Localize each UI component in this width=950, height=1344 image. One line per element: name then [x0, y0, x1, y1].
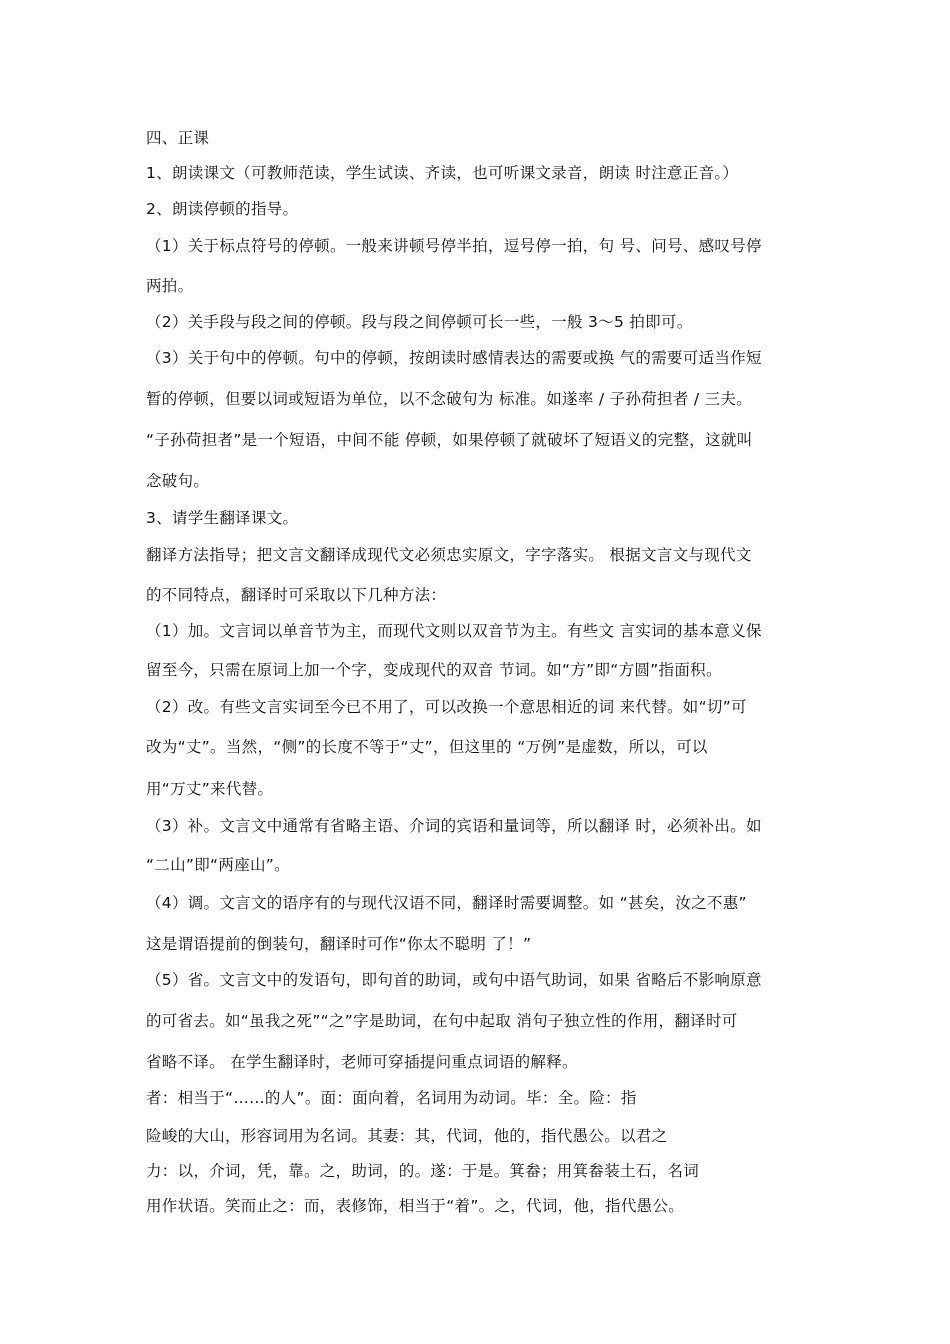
text-line: （4）调。文言文的语序有的与现代汉语不同，翻译时需要调整。如 “甚矣，汝之不惠”: [146, 894, 747, 912]
text-line: “二山”即“两座山”。: [146, 856, 290, 874]
text-line: （5）省。文言文中的发语句，即句首的助词，或句中语气助词，如果 省略后不影响原意: [146, 971, 762, 989]
text-line: 念破句。: [146, 472, 210, 490]
text-line: 留至今，只需在原词上加一个字，变成现代的双音 节词。如“方”即“方圆”指面积。: [146, 661, 722, 679]
text-line: （2）关手段与段之间的停顿。段与段之间停顿可长一些，一般 3～5 拍即可。: [146, 313, 693, 331]
text-line: 改为“丈”。当然，“侧”的长度不等于“丈”，但这里的 “万例”是虚数，所以，可以: [146, 738, 708, 756]
text-line: 这是谓语提前的倒装句，翻译时可作“你太不聪明 了！”: [146, 935, 532, 953]
text-line: 省略不译。 在学生翻译时，老师可穿插提问重点词语的解释。: [146, 1053, 578, 1071]
text-line: 翻译方法指导；把文言文翻译成现代文必须忠实原文，字字落实。 根据文言文与现代文: [146, 546, 752, 564]
text-line: 的不同特点，翻译时可采取以下几种方法：: [146, 586, 447, 604]
text-line: 用“万丈”来代替。: [146, 780, 274, 798]
text-line: （2）改。有些文言实词至今已不用了，可以改换一个意思相近的词 来代替。如“切”可: [146, 698, 747, 716]
text-line: 两拍。: [146, 277, 194, 295]
text-line: （3）关于句中的停顿。句中的停顿，按朗读时感情表达的需要或换 气的需要可适当作短: [146, 349, 762, 367]
text-line: 暂的停顿，但要以词或短语为单位，以不念破句为 标准。如遂率 / 子孙荷担者 / 三夫。: [146, 390, 752, 408]
text-line: （1）关于标点符号的停顿。一般来讲顿号停半拍，逗号停一拍，句 号、问号、感叹号停: [146, 237, 762, 255]
text-line: 险峻的大山，形容词用为名词。其妻：其，代词，他的，指代愚公。以君之: [146, 1127, 668, 1145]
text-line: 力：以，介词，凭，靠。之，助词，的。遂：于是。箕畚；用箕畚装土石，名词: [146, 1162, 700, 1180]
text-line: 2、朗读停顿的指导。: [146, 200, 299, 218]
text-line: 用作状语。笑而止之：而，表修饰，相当于“着”。之，代词，他，指代愚公。: [146, 1197, 685, 1215]
text-line: （1）加。文言词以单音节为主，而现代文则以双音节为主。有些文 言实词的基本意义保: [146, 622, 762, 640]
section-heading: 四、正课: [146, 129, 210, 147]
text-line: 1、朗读课文（可教师范读，学生试读、齐读，也可听课文录音，朗读 时注意正音。）: [146, 164, 739, 182]
text-line: 的可省去。如“虽我之死”“之”字是助词，在句中起取 消句子独立性的作用，翻译时可: [146, 1012, 738, 1030]
text-line: “子孙荷担者”是一个短语，中间不能 停顿，如果停顿了就破坏了短语义的完整，这就叫: [146, 431, 753, 449]
text-line: 3、请学生翻译课文。: [146, 509, 299, 527]
text-line: （3）补。文言文中通常有省略主语、介词的宾语和量词等，所以翻译 时，必须补出。如: [146, 817, 762, 835]
text-line: 者：相当于“……的人”。面：面向着，名词用为动词。毕：全。险：指: [146, 1089, 637, 1107]
